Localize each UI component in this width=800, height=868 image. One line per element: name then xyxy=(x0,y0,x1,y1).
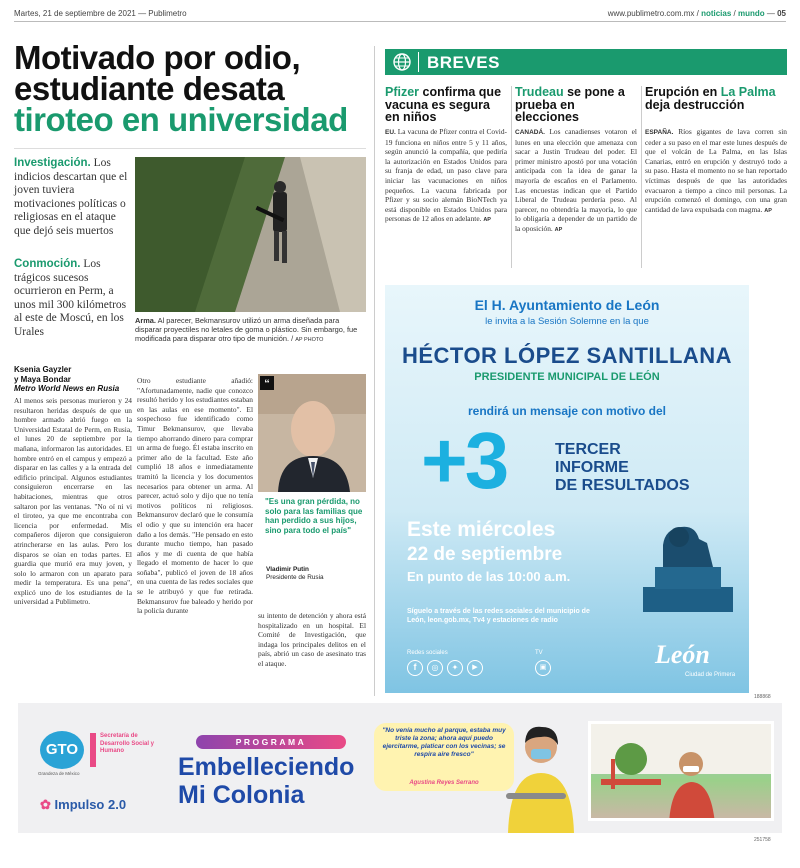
caption-text: Al parecer, Bekmansurov utilizó un arma diseñada para disparar proyectiles no letales de goma o plástico. Sin embargo, fue modificada para disparar otro tipo de munición. / xyxy=(135,316,358,344)
ad-informe-line-1: TERCER xyxy=(555,441,621,458)
instagram-icon[interactable]: ◎ xyxy=(427,660,443,676)
ad-embelleciendo[interactable] xyxy=(18,703,782,833)
breve-tag: CANADÁ. xyxy=(515,129,545,136)
ad-line-2: le invita a la Sesión Solemne en la que xyxy=(485,316,649,327)
byline xyxy=(14,365,119,394)
breve-body xyxy=(645,127,787,267)
ad-message: rendirá un mensaje con motivo del xyxy=(467,404,667,418)
shooter-photo xyxy=(135,157,366,312)
byline-author-1: Ksenia Gayzler xyxy=(14,365,72,374)
tv-icon[interactable]: ▣ xyxy=(535,660,551,676)
breve-headline xyxy=(515,86,637,124)
ad-follow-text: Síguelo a través de las redes sociales del municipio de León, leon.gob.mx, Tv4 y estaciones de radio xyxy=(407,608,590,624)
ad-date: 22 de septiembre xyxy=(407,544,563,565)
twitter-icon[interactable]: ✦ xyxy=(447,660,463,676)
shooter-photo-art xyxy=(135,157,366,312)
park-photo-art xyxy=(591,724,774,821)
lead-text: Los indicios descartan que el joven tuviera motivaciones políticas o religiosas en el ataque que dejó seis muertos xyxy=(14,157,128,237)
impulso-logo xyxy=(40,797,126,813)
testimonial-quote: "No venía mucho al parque, estaba muy triste la zona; ahora aquí puedo ejercitarme, platicar con los vecinas; se respira aire fresco" xyxy=(382,727,506,758)
lion-statue-icon xyxy=(633,517,743,612)
ad-code: 251758 xyxy=(754,837,771,843)
putin-photo-art xyxy=(258,374,366,492)
breve-headline xyxy=(385,86,507,124)
breves-divider xyxy=(641,86,642,268)
site-url[interactable]: www.publimetro.com.mx xyxy=(607,9,695,18)
body-column-2: Otro estudiante añadió: "Afortunadamente, nadie que conozco resultó herido y los estudiantes estaban en las aulas en ese momento". El sospechoso fue identificado como Timur Bekmansurov, que llevaba tiempo ahorrando dinero para comprar un arma de fuego. Él estaba inscrito en primer año de la facultad. Este año cumplió 18 años e inmediatamente tramitó la licencia y los documentos necesarios para obtener un arma. Al parecer, actuó solo y dijo que no tenía motivos políticos ni religiosos. Bekmansurov declaró que le consumía el odio y que su intención era hacer daño a los demás. "He pensado en esto durante mucho tiempo, han pasado años y me di cuenta de que había llegado el momento de hacer lo que soñaba", publicó el joven de 18 años en una cuenta de las redes sociales que se le atribuyó y que fue retirada. Bekmansurov fue baleado y herido por la policía durante xyxy=(137,376,253,616)
ad-social-label: Redes sociales xyxy=(407,650,448,656)
dept-bar xyxy=(90,733,96,767)
ad-informe-line-2: INFORME xyxy=(555,459,629,476)
ad-day: Este miércoles xyxy=(407,518,556,541)
impulso-mark-icon: ✿ xyxy=(40,797,51,812)
page-date-line: Martes, 21 de septiembre de 2021 — Publimetro xyxy=(14,9,187,18)
impulso-text: Impulso 2.0 xyxy=(54,797,127,812)
ad-tv-label: TV xyxy=(535,650,543,656)
breves-divider xyxy=(511,86,512,268)
breve-credit: AP xyxy=(554,226,563,233)
byline-outlet: Metro World News en Rusia xyxy=(14,384,120,394)
breve-headline-highlight: Pfizer xyxy=(385,85,420,99)
breve-headline-highlight: La Palma xyxy=(720,85,776,99)
breves-label: BREVES xyxy=(427,53,500,72)
breves-banner xyxy=(385,49,787,75)
lead-text: Los trágicos sucesos ocurrieron en Perm, a unos mil 300 kilómetros al este de Moscú, en los Urales xyxy=(14,258,127,338)
breve-headline-text: se pone a prueba en elecciones xyxy=(515,85,625,124)
pull-quote: "Es una gran pérdida, no solo para las familias que han perdido a sus hijos, sino para todo el país" xyxy=(265,497,363,535)
gto-logo: GTO xyxy=(40,731,84,769)
ad-plus-three: +3 xyxy=(421,416,507,505)
quote-author-role: Presidente de Rusia xyxy=(266,574,324,581)
ad-code: 188868 xyxy=(754,694,771,700)
woman-exercising-photo xyxy=(496,715,586,833)
headline xyxy=(14,39,348,138)
breve-headline xyxy=(645,86,787,124)
program-title-line-1: Embelleciendo xyxy=(178,753,355,781)
breve-headline-highlight: Trudeau xyxy=(515,85,564,99)
breve-body xyxy=(385,127,507,267)
leon-logo-subtitle: Ciudad de Primera xyxy=(685,672,736,678)
ad-informe-leon[interactable] xyxy=(385,285,749,693)
ad-role: PRESIDENTE MUNICIPAL DE LEÓN xyxy=(474,371,660,383)
headline-line-2: estudiante desata xyxy=(14,70,285,107)
breve-headline-text-end: deja destrucción xyxy=(645,97,745,112)
breve-item-pfizer xyxy=(385,86,507,267)
lead-keyword: Conmoción. xyxy=(14,258,81,270)
program-title-line-2: Mi Colonia xyxy=(178,781,305,809)
body-column-3: su intento de detención y ahora está hospitalizado en un hospital. El Comité de Investigación, que indaga los principales delitos en el país, abrió un caso de asesinato tras el ataque. xyxy=(258,611,366,668)
page-section-line: www.publimetro.com.mx / noticias / mundo — 05 xyxy=(607,9,786,18)
header-divider xyxy=(14,21,786,22)
photo-caption xyxy=(135,316,366,346)
globe-icon xyxy=(392,52,412,72)
quote-author: Vladimir Putin xyxy=(266,566,309,573)
quote-attribution xyxy=(266,566,324,582)
column-separator xyxy=(374,46,375,696)
breve-text: Los canadienses votaron el lunes en una elección que amenaza con sacar a Justin Trudeau del poder. El primer ministro apostó por una votación anticipada con la idea de ganar la mayoría de escaños en el Parlamento. Las encuestas indican que el Partido Liberal de Trudeau perdería peso. Al parecer, no obtendría la mayoría, lo que lo obligaría a depender de un partido de la oposición. xyxy=(515,127,637,233)
quote-mark-icon: “ xyxy=(260,376,274,390)
lead-keyword: Investigación. xyxy=(14,157,91,169)
caption-credit: AP PHOTO xyxy=(295,337,324,344)
breve-text: Ríos gigantes de lava corren sin ceder a su paso en el mar este lunes después de que el volcán de La Palma, en las Islas Canarias, entró en erupción y destruyó todo a su paso. Hasta el momento no se han reportado víctimas después de que las autoridades evacuaron a tiempo a cinco mil personas. La erupción comenzó el domingo, con una gran cantidad de lava expulsada con magma. xyxy=(645,127,787,214)
body-column-1: Al menos seis personas murieron y 24 resultaron heridas después de que un hombre armado abrió fuego en la Universidad Estatal de Perm, en Rusia, el lunes 20 de septiembre por la mañana, informaron las autoridades. El hombre entró en el campus y empezó a disparar en las calles y a la entrada del edificio principal. Algunos estudiantes consiguieron encerrarse en las habitaciones, mientras que otros saltaron por las ventanas. "No oí ni vi el tiroteo, ya que me encontraba con licencia por enfermedad. Mis compañeros dijeron que consiguieron atrincherarse en las aulas. Pero los disparos se oían en todas partes. El guardia que murió era muy joven, y solo lo armaron con un aparato para medir la temperatura. Es una pena", explicó uno de los estudiantes de la universidad a Publimetro. xyxy=(14,396,132,607)
byline-author-2: y Maya Bondar xyxy=(14,374,71,384)
section-noticias[interactable]: noticias xyxy=(701,9,732,18)
breve-item-trudeau xyxy=(515,86,637,267)
breve-item-la-palma xyxy=(645,86,787,267)
page-number: 05 xyxy=(777,9,786,18)
putin-photo xyxy=(258,374,366,492)
breve-headline-text: Erupción en xyxy=(645,85,718,99)
youtube-icon[interactable]: ▶ xyxy=(467,660,483,676)
lead-conmocion xyxy=(14,258,132,340)
breve-credit: AP xyxy=(764,207,772,214)
dept-name: Secretaría de Desarrollo Social y Humano xyxy=(100,733,155,754)
program-label: PROGRAMA xyxy=(196,735,346,749)
headline-divider xyxy=(14,148,366,149)
section-mundo[interactable]: mundo xyxy=(737,9,765,18)
lead-investigacion xyxy=(14,157,132,239)
ad-social-icons xyxy=(407,660,483,676)
breve-tag: ESPAÑA. xyxy=(645,129,674,136)
program-title xyxy=(178,753,354,809)
park-photo xyxy=(588,721,774,821)
gto-subtitle: Grandeza de México xyxy=(38,771,80,776)
testimonial-author: Agustina Reyes Serrano xyxy=(409,780,479,786)
ad-name: HÉCTOR LÓPEZ SANTILLANA xyxy=(401,343,733,368)
breve-credit: AP xyxy=(483,217,491,224)
facebook-icon[interactable]: f xyxy=(407,660,423,676)
leon-logo: León xyxy=(655,640,710,669)
caption-keyword: Arma. xyxy=(135,316,156,325)
headline-line-3: tiroteo en universidad xyxy=(14,101,348,138)
ad-informe-title xyxy=(555,441,690,495)
breve-body xyxy=(515,127,637,267)
ad-time: En punto de las 10:00 a.m. xyxy=(407,569,571,584)
banner-divider xyxy=(418,52,419,72)
headline-line-1: Motivado por odio, xyxy=(14,39,301,76)
breve-headline-text: confirma que vacuna es segura en niños xyxy=(385,85,502,124)
ad-informe-line-3: DE RESULTADOS xyxy=(555,477,690,494)
breve-tag: EU. xyxy=(385,129,396,136)
breve-text: La vacuna de Pfizer contra el Covid-19 funciona en niños entre 5 y 11 años, según anunció la compañía, que pediría la autorización en Estados Unidos para su franja de edad, un paso clave para iniciar las vacunaciones en niños pequeños. La vacuna fabricada por Pfizer y su socio alemán BioNTech ya está disponible en Estados Unidos para personas de 12 años en adelante. xyxy=(385,127,507,224)
ad-line-1: El H. Ayuntamiento de León xyxy=(474,297,660,313)
